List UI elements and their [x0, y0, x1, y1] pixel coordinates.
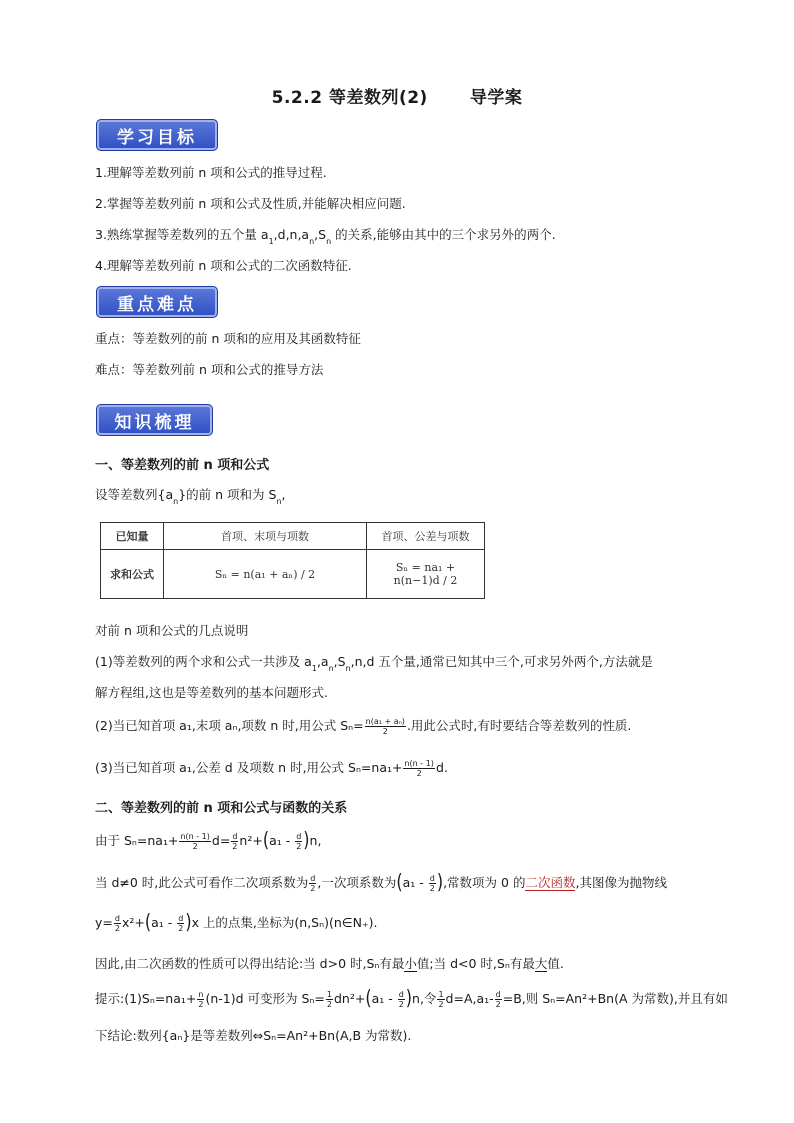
- banner-knowledge: 知识梳理: [96, 404, 213, 436]
- formula-table: [100, 522, 485, 599]
- table-header-first-diff: 首项、公差与项数: [367, 523, 485, 550]
- note-3: (3)当已知首项 a₁,公差 d 及项数 n 时,用公式 Sₙ=na₁+ $\frac{n(n - 1)}{2}$ d.: [95, 759, 448, 778]
- goal-4: 4.理解等差数列前 n 项和公式的二次函数特征.: [95, 258, 352, 273]
- section-2-line-1: 由于 Sₙ=na₁+ $\frac{n(n - 1)}{2}$ d= $\frac{d}{2}$ n²+(a₁ - $\frac{d}{2}$ )n,: [95, 827, 322, 852]
- formula-sum-2: Sₙ = na₁ + n(n−1)d / 2: [367, 550, 485, 599]
- goal-3: 3.熟练掌握等差数列的五个量 $a_1,d,n,a_n,S_n$ 的关系,能够由其中的三个求另外的两个.: [95, 227, 556, 246]
- title-main: 5.2.2 等差数列(2): [271, 88, 428, 108]
- quadratic-function-underlined: 二次函数: [525, 875, 576, 890]
- section-2-heading: 二、等差数列的前 n 项和公式与函数的关系: [95, 801, 348, 816]
- goal-2: 2.掌握等差数列前 n 项和公式及性质,并能解决相应问题.: [95, 196, 406, 211]
- banner-key-points: 重点难点: [96, 286, 218, 318]
- table-header-known: 已知量: [101, 523, 164, 550]
- key-difficult: 难点：等差数列前 n 项和公式的推导方法: [95, 362, 324, 377]
- key-important: 重点：等差数列的前 n 项和的应用及其函数特征: [95, 331, 361, 346]
- table-header-first-last: 首项、末项与项数: [164, 523, 367, 550]
- section-2-line-4: 因此,由二次函数的性质可以得出结论:当 d>0 时,Sₙ有最小值;当 d<0 时,Sₙ有最大值.: [95, 956, 564, 971]
- formula-sum-1: Sₙ = n(a₁ + aₙ) / 2: [164, 550, 367, 599]
- section-1-intro: 设等差数列$\{a_n\}$的前 n 项和为 $S_n$,: [95, 487, 286, 506]
- section-2-line-3: y= $\frac{d}{2}$ x²+(a₁ - $\frac{d}{2}$ )x 上的点集,坐标为(n,Sₙ)(n∈N₊).: [95, 909, 378, 934]
- section-2-line-2: 当 d≠0 时,此公式可看作二次项系数为 $\frac{d}{2}$ ,一次项系数为(a₁ - $\frac{d}{2}$ ),常数项为 0 的二次函数,其图像为抛物线: [95, 869, 667, 894]
- section-1-heading: 一、等差数列的前 n 项和公式: [95, 458, 270, 473]
- note-1-line-1: (1)等差数列的两个求和公式一共涉及 $a_1,a_n,S_n,n,d$ 五个量,通常已知其中三个,可求另外两个,方法就是: [95, 654, 653, 673]
- table-row-label: 求和公式: [101, 550, 164, 599]
- section-2-line-5: 提示:(1)Sₙ=na₁+ $\frac{n}{2}$ (n-1)d 可变形为 Sₙ= $\frac{1}{2}$ dn²+(a₁ - $\frac{d}{2}$ )n,令 $\frac{1}{2}$ d=A,a₁- $\frac{d}{2}$ =B,则 Sₙ=An²+Bn(A 为常数),并且有如: [95, 985, 728, 1010]
- notes-title: 对前 n 项和公式的几点说明: [95, 623, 249, 638]
- section-2-line-6: 下结论:数列{aₙ}是等差数列⇔Sₙ=An²+Bn(A,B 为常数).: [95, 1028, 412, 1043]
- goal-1: 1.理解等差数列前 n 项和公式的推导过程.: [95, 165, 327, 180]
- note-2: (2)当已知首项 a₁,末项 aₙ,项数 n 时,用公式 Sₙ= $\frac{\text{n(a₁ + aₙ)}}{2}$ .用此公式时,有时要结合等差数列的性质.: [95, 717, 632, 736]
- banner-learning-goals: 学习目标: [96, 119, 218, 151]
- title-suffix: 导学案: [469, 88, 523, 108]
- note-1-line-2: 解方程组,这也是等差数列的基本问题形式.: [95, 685, 328, 700]
- page-title: [0, 83, 794, 108]
